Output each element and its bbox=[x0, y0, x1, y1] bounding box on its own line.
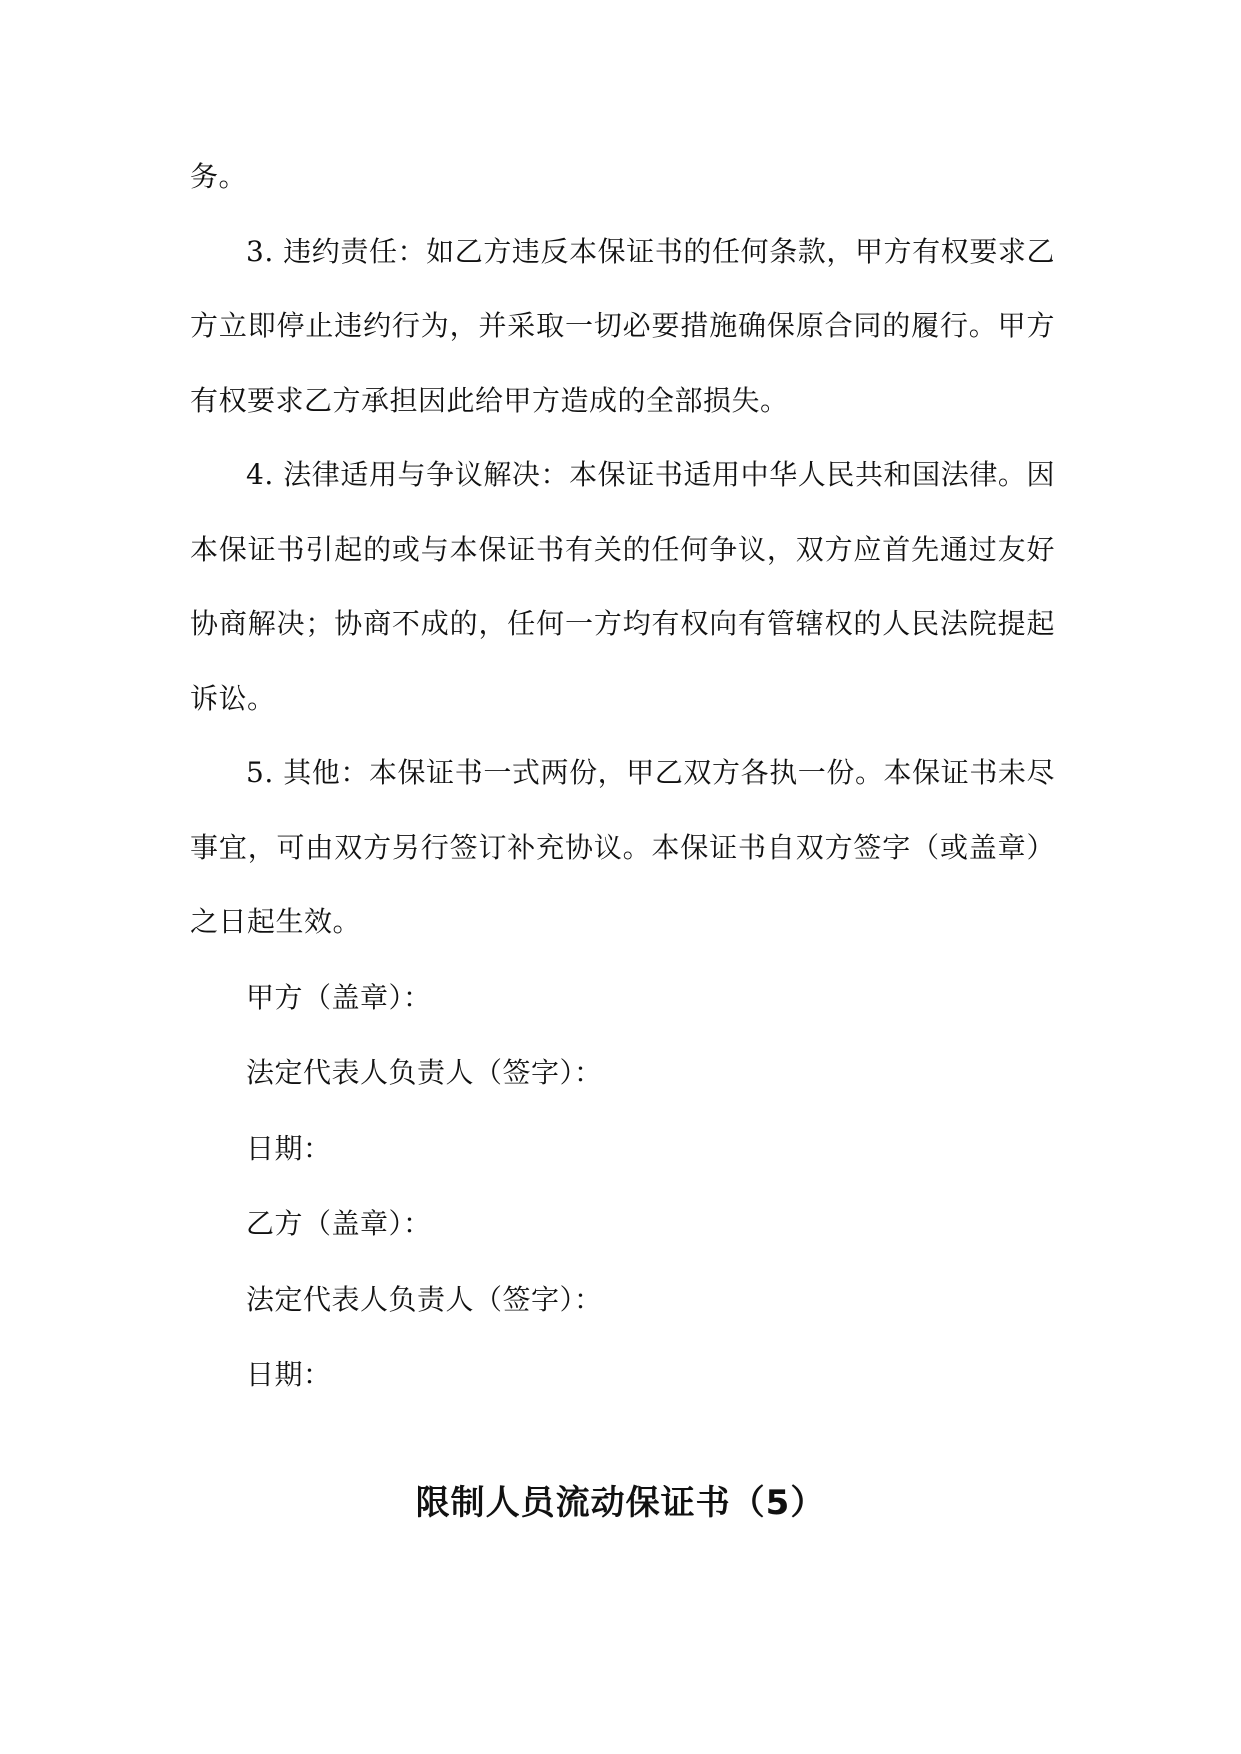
party-b-representative-label: 法定代表人负责人（签字）： bbox=[246, 1282, 603, 1316]
party-a-date-label: 日期： bbox=[246, 1131, 332, 1165]
party-b-seal-label: 乙方（盖章）： bbox=[246, 1207, 432, 1240]
party-a-representative-label: 法定代表人负责人（签字）： bbox=[246, 1056, 603, 1089]
signature-block bbox=[190, 960, 1055, 1413]
continuation-text: 务。 bbox=[190, 160, 248, 193]
next-section-title: 限制人员流动保证书（5） bbox=[415, 1483, 826, 1523]
clause-3-breach-liability: 3. 违约责任：如乙方违反本保证书的任何条款，甲方有权要求乙方立即停止违约行为，并采取一切必要措施确保原合同的履行。甲方有权要求乙方承担因此给甲方造成的全部损失。 bbox=[190, 234, 1055, 417]
document-body bbox=[190, 140, 1055, 1413]
party-a-seal-label: 甲方（盖章）： bbox=[246, 980, 432, 1014]
party-b-date-label: 日期： bbox=[246, 1358, 332, 1391]
clause-4-governing-law: 4. 法律适用与争议解决：本保证书适用中华人民共和国法律。因本保证书引起的或与本保证书有关的任何争议，双方应首先通过友好协商解决；协商不成的，任何一方均有权向有管辖权的人民法院提起诉讼。 bbox=[190, 458, 1055, 715]
clause-5-miscellaneous: 5. 其他：本保证书一式两份，甲乙双方各执一份。本保证书未尽事宜，可由双方另行签订补充协议。本保证书自双方签字（或盖章）之日起生效。 bbox=[190, 756, 1055, 938]
